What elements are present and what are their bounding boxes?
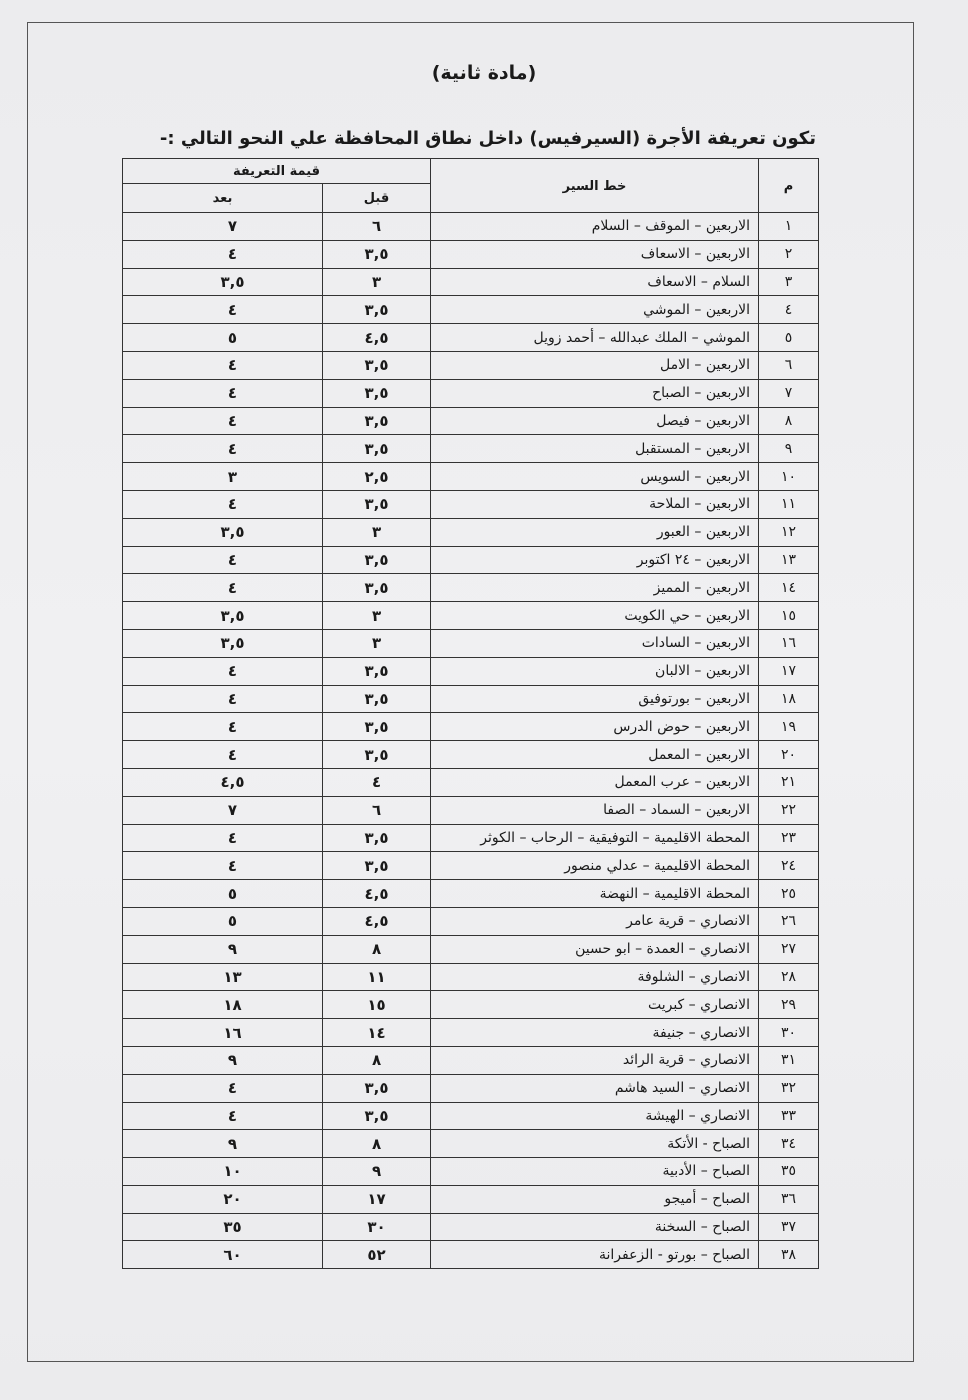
row-number: ٣٥ xyxy=(759,1158,819,1186)
row-number: ٤ xyxy=(759,296,819,324)
route-line: الانصاري – العمدة – ابو حسين xyxy=(431,935,759,963)
row-number: ٢٧ xyxy=(759,935,819,963)
row-number: ٧ xyxy=(759,379,819,407)
route-line: الصباح – الأدبية xyxy=(431,1158,759,1186)
route-line: الانصاري – السيد هاشم xyxy=(431,1074,759,1102)
fare-before: ٤ xyxy=(323,768,431,796)
fare-after: ١٣ xyxy=(123,963,323,991)
fare-before: ٣ xyxy=(323,602,431,630)
route-line: الموشي – الملك عبدالله – أحمد زويل xyxy=(431,324,759,352)
header-fare-value: قيمة التعريفة xyxy=(123,159,431,184)
row-number: ٣٢ xyxy=(759,1074,819,1102)
table-row xyxy=(123,796,819,824)
table-row xyxy=(123,713,819,741)
fare-after: ٤ xyxy=(123,574,323,602)
table-row xyxy=(123,1185,819,1213)
route-line: الاربعين – السماد – الصفا xyxy=(431,796,759,824)
table-row xyxy=(123,1130,819,1158)
fare-after: ٤ xyxy=(123,296,323,324)
row-number: ٢٥ xyxy=(759,880,819,908)
fare-after: ٤ xyxy=(123,546,323,574)
route-line: الاربعين – الملاحة xyxy=(431,490,759,518)
fare-after: ١٠ xyxy=(123,1158,323,1186)
fare-after: ٤ xyxy=(123,379,323,407)
table-row xyxy=(123,963,819,991)
fare-after: ٦٠ xyxy=(123,1241,323,1269)
route-line: الاربعين – الموشي xyxy=(431,296,759,324)
fare-after: ٢٠ xyxy=(123,1185,323,1213)
fare-after: ٤ xyxy=(123,741,323,769)
route-line: الانصاري – الهيشة xyxy=(431,1102,759,1130)
row-number: ٢٦ xyxy=(759,907,819,935)
route-line: الاربعين – السادات xyxy=(431,629,759,657)
row-number: ١٨ xyxy=(759,685,819,713)
route-line: الصباح - الأتكة xyxy=(431,1130,759,1158)
fare-before: ٣,٥ xyxy=(323,407,431,435)
row-number: ٣٨ xyxy=(759,1241,819,1269)
fare-after: ٧ xyxy=(123,796,323,824)
fare-before: ٣,٥ xyxy=(323,490,431,518)
table-row xyxy=(123,657,819,685)
fare-before: ٣٠ xyxy=(323,1213,431,1241)
fare-after: ٤ xyxy=(123,407,323,435)
fare-before: ٣,٥ xyxy=(323,824,431,852)
route-line: الانصاري – جنيفة xyxy=(431,1019,759,1047)
row-number: ١٠ xyxy=(759,463,819,491)
fare-before: ٣ xyxy=(323,268,431,296)
fare-before: ٨ xyxy=(323,1046,431,1074)
row-number: ٢٣ xyxy=(759,824,819,852)
header-line: خط السير xyxy=(431,159,759,213)
fare-after: ١٨ xyxy=(123,991,323,1019)
article-title: (مادة ثانية) xyxy=(431,62,537,84)
table-row xyxy=(123,463,819,491)
fare-after: ٩ xyxy=(123,1046,323,1074)
route-line: الاربعين – حي الكويت xyxy=(431,602,759,630)
route-line: الاربعين – الامل xyxy=(431,351,759,379)
route-line: المحطة الاقليمية – عدلي منصور xyxy=(431,852,759,880)
route-line: الاربعين – الاسعاف xyxy=(431,240,759,268)
table-row xyxy=(123,1019,819,1047)
table-row xyxy=(123,546,819,574)
table-row xyxy=(123,490,819,518)
route-line: الاربعين – فيصل xyxy=(431,407,759,435)
row-number: ٢١ xyxy=(759,768,819,796)
table-row xyxy=(123,268,819,296)
fare-after: ٣,٥ xyxy=(123,629,323,657)
route-line: السلام – الاسعاف xyxy=(431,268,759,296)
route-line: الصباح – بورتو - الزعفرانة xyxy=(431,1241,759,1269)
fare-after: ٧ xyxy=(123,213,323,241)
fare-after: ٥ xyxy=(123,907,323,935)
row-number: ٣٠ xyxy=(759,1019,819,1047)
route-line: الصباح – أميجو xyxy=(431,1185,759,1213)
fare-before: ٦ xyxy=(323,213,431,241)
fare-before: ٥٢ xyxy=(323,1241,431,1269)
table-row xyxy=(123,685,819,713)
table-row xyxy=(123,213,819,241)
fare-after: ٤,٥ xyxy=(123,768,323,796)
fare-after: ٣ xyxy=(123,463,323,491)
table-row xyxy=(123,602,819,630)
fare-after: ١٦ xyxy=(123,1019,323,1047)
fare-table xyxy=(122,158,819,1269)
fare-before: ١٧ xyxy=(323,1185,431,1213)
fare-before: ٣,٥ xyxy=(323,546,431,574)
fare-after: ٤ xyxy=(123,824,323,852)
route-line: الاربعين – المميز xyxy=(431,574,759,602)
table-row xyxy=(123,991,819,1019)
route-line: الاربعين – العبور xyxy=(431,518,759,546)
table-row xyxy=(123,518,819,546)
row-number: ٣٧ xyxy=(759,1213,819,1241)
table-row xyxy=(123,574,819,602)
table-row xyxy=(123,852,819,880)
fare-before: ١٤ xyxy=(323,1019,431,1047)
route-line: الانصاري – كبريت xyxy=(431,991,759,1019)
fare-after: ٤ xyxy=(123,435,323,463)
table-row xyxy=(123,351,819,379)
row-number: ٥ xyxy=(759,324,819,352)
row-number: ١١ xyxy=(759,490,819,518)
table-row xyxy=(123,907,819,935)
row-number: ٢ xyxy=(759,240,819,268)
table-row xyxy=(123,629,819,657)
header-number: م xyxy=(759,159,819,213)
route-line: الاربعين – بورتوفيق xyxy=(431,685,759,713)
fare-after: ٤ xyxy=(123,351,323,379)
table-row xyxy=(123,1241,819,1269)
fare-before: ١٥ xyxy=(323,991,431,1019)
fare-after: ٥ xyxy=(123,880,323,908)
fare-after: ٥ xyxy=(123,324,323,352)
row-number: ٦ xyxy=(759,351,819,379)
table-row xyxy=(123,1074,819,1102)
row-number: ١٢ xyxy=(759,518,819,546)
fare-before: ٣,٥ xyxy=(323,685,431,713)
fare-after: ٣,٥ xyxy=(123,268,323,296)
fare-before: ٤,٥ xyxy=(323,907,431,935)
row-number: ٢٤ xyxy=(759,852,819,880)
header-after: بعد xyxy=(123,184,323,213)
row-number: ١٦ xyxy=(759,629,819,657)
fare-after: ٤ xyxy=(123,713,323,741)
table-row xyxy=(123,935,819,963)
header-before: قبل xyxy=(323,184,431,213)
route-line: الاربعين – عرب المعمل xyxy=(431,768,759,796)
route-line: الاربعين – حوض الدرس xyxy=(431,713,759,741)
table-row xyxy=(123,741,819,769)
fare-before: ٣,٥ xyxy=(323,574,431,602)
fare-before: ٣,٥ xyxy=(323,296,431,324)
fare-after: ٤ xyxy=(123,657,323,685)
fare-before: ٣,٥ xyxy=(323,741,431,769)
fare-after: ٤ xyxy=(123,490,323,518)
fare-before: ٣,٥ xyxy=(323,657,431,685)
fare-before: ٢,٥ xyxy=(323,463,431,491)
fare-before: ٣,٥ xyxy=(323,379,431,407)
fare-before: ٣,٥ xyxy=(323,351,431,379)
route-line: الاربعين – السويس xyxy=(431,463,759,491)
fare-before: ٤,٥ xyxy=(323,880,431,908)
fare-before: ٤,٥ xyxy=(323,324,431,352)
fare-before: ٨ xyxy=(323,935,431,963)
row-number: ٢٠ xyxy=(759,741,819,769)
row-number: ٢٨ xyxy=(759,963,819,991)
row-number: ٣٦ xyxy=(759,1185,819,1213)
route-line: المحطة الاقليمية – التوفيقية – الرحاب – الكوثر xyxy=(431,824,759,852)
table-row xyxy=(123,324,819,352)
row-number: ٣٤ xyxy=(759,1130,819,1158)
row-number: ١٣ xyxy=(759,546,819,574)
fare-before: ٣,٥ xyxy=(323,240,431,268)
table-row xyxy=(123,435,819,463)
fare-after: ٣,٥ xyxy=(123,518,323,546)
table-row xyxy=(123,1158,819,1186)
fare-after: ٣٥ xyxy=(123,1213,323,1241)
fare-before: ٨ xyxy=(323,1130,431,1158)
table-row xyxy=(123,379,819,407)
route-line: الصباح – السخنة xyxy=(431,1213,759,1241)
intro-text: تكون تعريفة الأجرة (السيرفيس) داخل نطاق المحافظة علي النحو التالي :- xyxy=(159,128,816,149)
table-row xyxy=(123,880,819,908)
route-line: الانصاري – قرية عامر xyxy=(431,907,759,935)
route-line: الاربعين – الالبان xyxy=(431,657,759,685)
fare-before: ٣,٥ xyxy=(323,1102,431,1130)
fare-after: ٤ xyxy=(123,240,323,268)
row-number: ١٧ xyxy=(759,657,819,685)
fare-before: ٣ xyxy=(323,629,431,657)
table-row xyxy=(123,1213,819,1241)
fare-after: ٩ xyxy=(123,935,323,963)
row-number: ٣ xyxy=(759,268,819,296)
row-number: ٣٣ xyxy=(759,1102,819,1130)
fare-before: ٣,٥ xyxy=(323,713,431,741)
fare-after: ٤ xyxy=(123,685,323,713)
table-row xyxy=(123,1046,819,1074)
row-number: ١٤ xyxy=(759,574,819,602)
table-row xyxy=(123,296,819,324)
fare-before: ١١ xyxy=(323,963,431,991)
table-body xyxy=(123,213,819,1269)
table-row xyxy=(123,240,819,268)
route-line: الاربعين – المعمل xyxy=(431,741,759,769)
fare-before: ٣ xyxy=(323,518,431,546)
fare-before: ٣,٥ xyxy=(323,852,431,880)
route-line: المحطة الاقليمية – النهضة xyxy=(431,880,759,908)
table-row xyxy=(123,824,819,852)
row-number: ١٥ xyxy=(759,602,819,630)
fare-after: ٣,٥ xyxy=(123,602,323,630)
route-line: الاربعين – الموقف – السلام xyxy=(431,213,759,241)
fare-before: ٦ xyxy=(323,796,431,824)
row-number: ٢٢ xyxy=(759,796,819,824)
route-line: الانصاري – قرية الرائد xyxy=(431,1046,759,1074)
fare-after: ٤ xyxy=(123,1074,323,1102)
table-row xyxy=(123,768,819,796)
fare-after: ٤ xyxy=(123,852,323,880)
fare-before: ٩ xyxy=(323,1158,431,1186)
route-line: الاربعين – ٢٤ اكتوبر xyxy=(431,546,759,574)
fare-before: ٣,٥ xyxy=(323,1074,431,1102)
fare-after: ٤ xyxy=(123,1102,323,1130)
row-number: ٢٩ xyxy=(759,991,819,1019)
table-row xyxy=(123,1102,819,1130)
row-number: ٩ xyxy=(759,435,819,463)
row-number: ٣١ xyxy=(759,1046,819,1074)
fare-before: ٣,٥ xyxy=(323,435,431,463)
route-line: الاربعين – الصباح xyxy=(431,379,759,407)
route-line: الانصاري – الشلوفة xyxy=(431,963,759,991)
row-number: ١ xyxy=(759,213,819,241)
route-line: الاربعين – المستقبل xyxy=(431,435,759,463)
row-number: ٨ xyxy=(759,407,819,435)
row-number: ١٩ xyxy=(759,713,819,741)
table-row xyxy=(123,407,819,435)
fare-after: ٩ xyxy=(123,1130,323,1158)
